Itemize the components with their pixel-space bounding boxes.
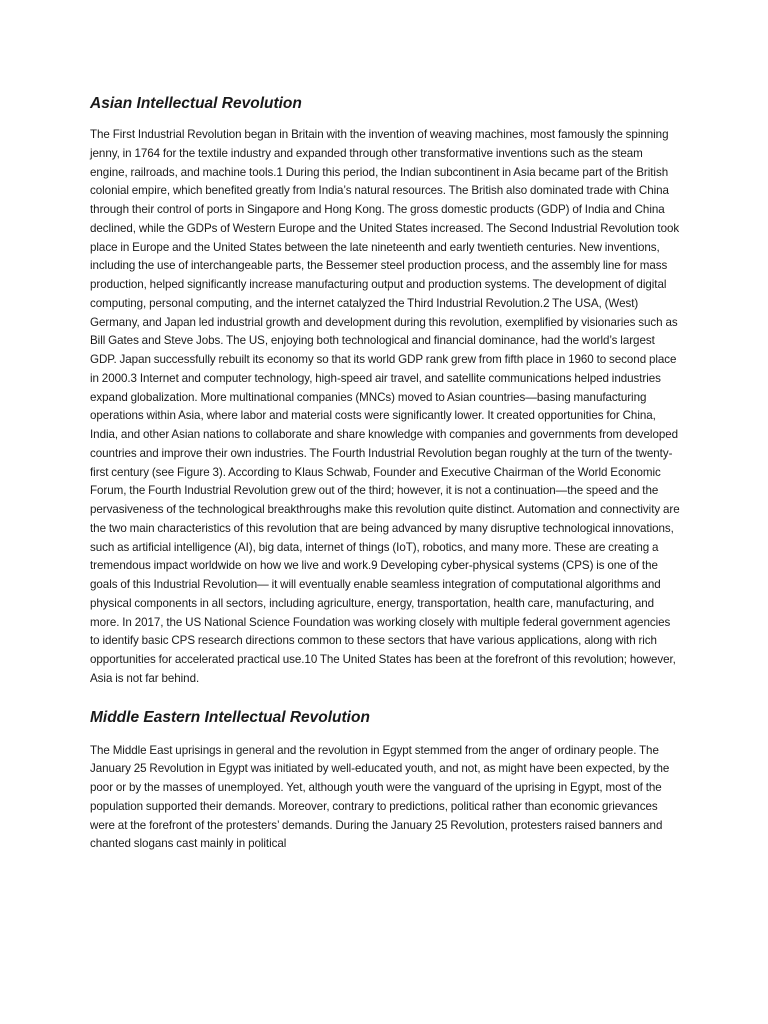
section-heading: Middle Eastern Intellectual Revolution [90,708,370,726]
section-body-paragraph: The First Industrial Revolution began in Britain with the invention of weaving machines, most famously the spinning jenny, in 1764 for the textile industry and expanded through other transformative inventions such as the steam engine, railroads, and machine tools.1 During this period, the Indian subcontinent in Asia became part of the British colonial empire, which benefited greatly from India’s natural resources. The British also dominated trade with China through their control of ports in Singapore and Hong Kong. The gross domestic products (GDP) of India and China declined, while the GDPs of Western Europe and the United States increased. The Second Industrial Revolution took place in Europe and the United States between the late nineteenth and early twentieth centuries. New inventions, including the use of interchangeable parts, the Bessemer steel production process, and the assembly line for mass production, helped significantly increase manufacturing output and production systems. The development of digital computing, personal computing, and the internet catalyzed the Third Industrial Revolution.2 The USA, (West) Germany, and Japan led industrial growth and development during this revolution, exemplified by visionaries such as Bill Gates and Steve Jobs. The US, enjoying both technological and financial dominance, had the world’s largest GDP. Japan successfully rebuilt its economy so that its world GDP rank grew from fifth place in 1960 to second place in 2000.3 Internet and computer technology, high-speed air travel, and satellite communications helped industries expand globalization. More multinational companies (MNCs) moved to Asian countries—basing manufacturing operations within Asia, where labor and material costs were significantly lower. It created opportunities for China, India, and other Asian nations to collaborate and share knowledge with companies and governments from developed countries and improve their own industries. The Fourth Industrial Revolution began roughly at the turn of the twenty- first century (see Figure 3). According to Klaus Schwab, Founder and Executive Chairman of the World Economic Forum, the Fourth Industrial Revolution grew out of the third; however, it is not a continuation—the speed and the pervasiveness of the technological breakthroughs make this revolution quite distinct. Automation and connectivity are the two main characteristics of this revolution that are being advanced by many disruptive technological innovations, such as artificial intelligence (AI), big data, internet of things (IoT), robotics, and many more. These are creating a tremendous impact worldwide on how we live and work.9 Developing cyber-physical systems (CPS) is one of the goals of this Industrial Revolution— it will eventually enable seamless integration of computational algorithms and physical components in all sectors, including agriculture, energy, transportation, health care, manufacturing, and more. In 2017, the US National Science Foundation was working closely with multiple federal government agencies to identify basic CPS research directions common to these sectors that have various applications, along with rich opportunities for accelerated practical use.10 The United States has been at the forefront of this revolution; however, Asia is not far behind. [90,128,680,685]
document-page [90,92,682,854]
section-body-paragraph: The Middle East uprisings in general and the revolution in Egypt stemmed from the anger of ordinary people. The January 25 Revolution in Egypt was initiated by well-educated youth, and not, as might have been expected, by the poor or by the masses of unemployed. Yet, although youth were the vanguard of the uprising in Egypt, most of the population supported their demands. Moreover, contrary to predictions, political rather than economic grievances were at the forefront of the protesters’ demands. During the January 25 Revolution, protesters raised banners and chanted slogans cast mainly in political [90,743,670,851]
section-asian-intellectual-revolution [90,92,682,689]
section-middle-eastern-intellectual-revolution [90,706,682,855]
section-heading: Asian Intellectual Revolution [90,95,302,112]
